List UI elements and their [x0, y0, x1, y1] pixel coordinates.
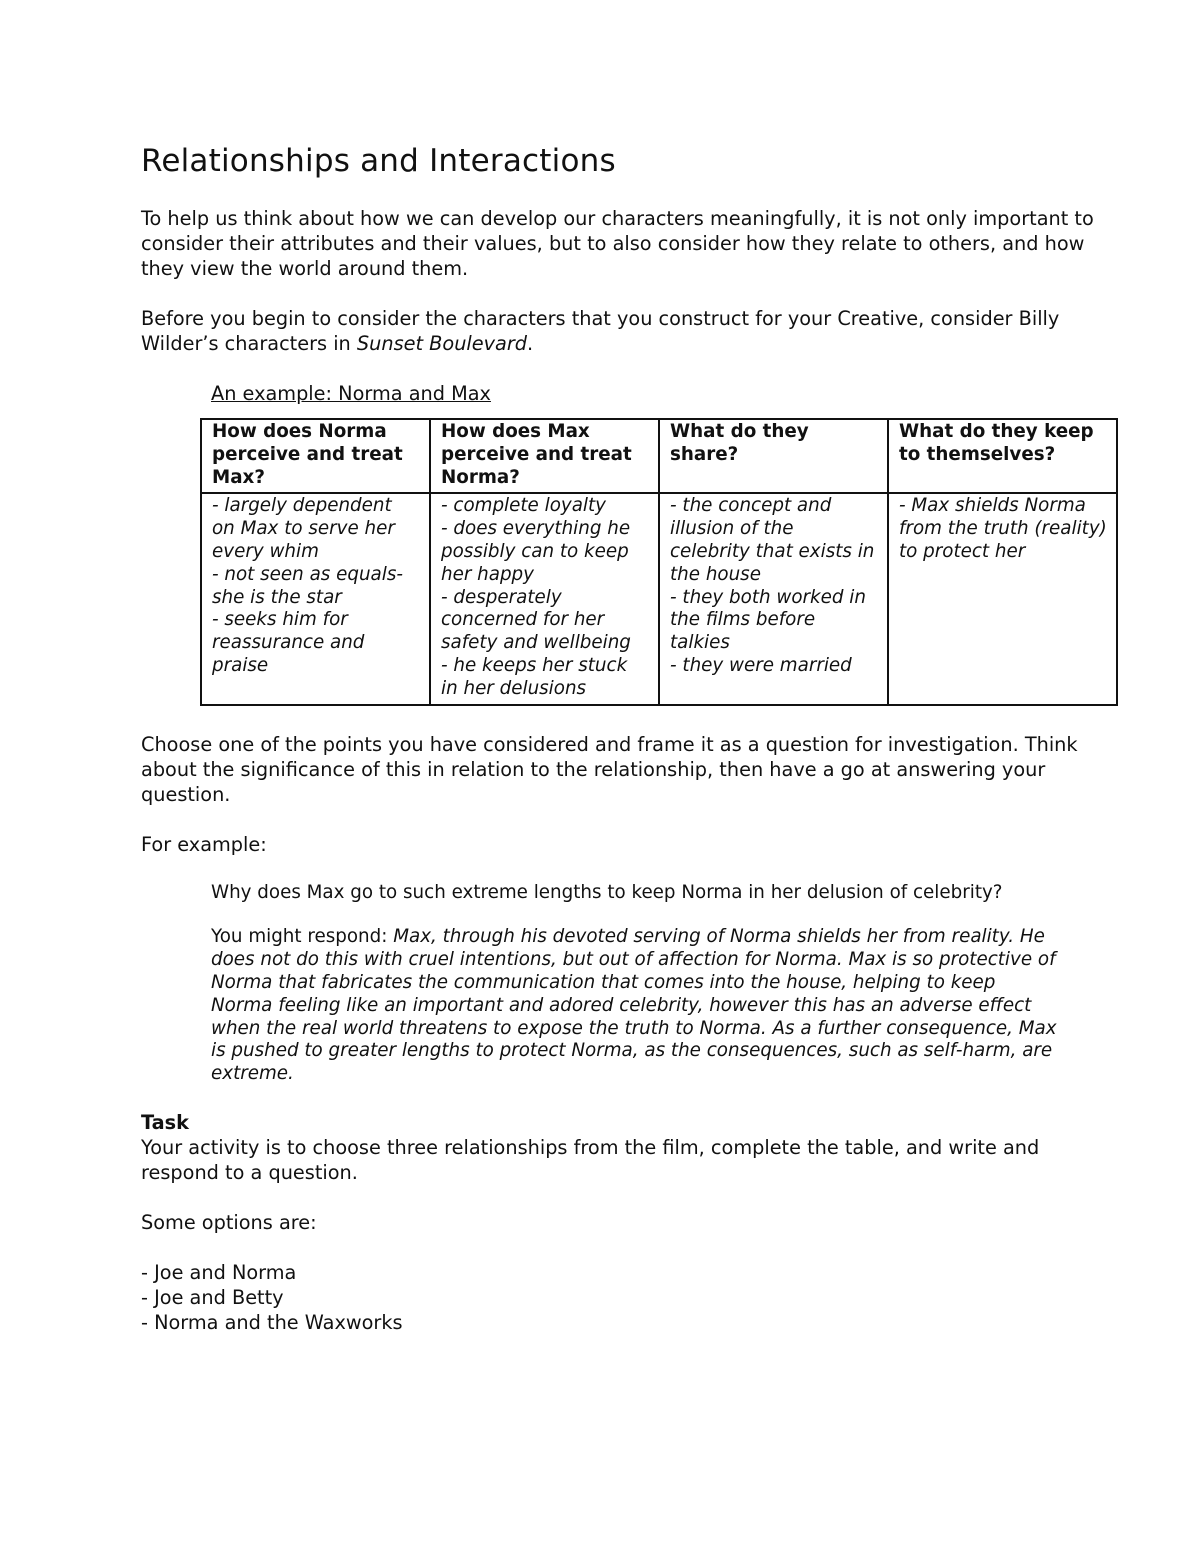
example-label: An example: Norma and Max [211, 382, 491, 405]
table-header-row [201, 419, 1117, 493]
table-cell [201, 493, 430, 704]
cell-line: - they both worked in the films before talkies [670, 586, 866, 654]
document-page [141, 140, 1121, 1335]
before-end: . [527, 332, 534, 355]
cell-line: - desperately concerned for her safety and wellbeing [441, 586, 631, 654]
task-heading: Task [141, 1110, 189, 1134]
table-cell [430, 493, 659, 704]
table-row [201, 493, 1117, 704]
choose-paragraph: Choose one of the points you have considered and frame it as a question for investigation. Think about the significance of this in relation to the relationship, then have a go at answering your question. [141, 732, 1078, 806]
before-paragraph [141, 306, 1121, 356]
cell-line: - Max shields Norma from the truth (reality) to protect her [899, 495, 1107, 562]
response-text: Max, through his devoted serving of Norma shields her from reality. He does not do this with cruel intentions, but out of affection for Norma. Max is so protective of Norma that fabricates the communication that comes into the house, helping to keep Norma feeling like an important and adored celebrity, however this has an adverse effect when the real world threatens to expose the truth to Norma. As a further consequence, Max is pushed to greater lengths to protect Norma, as the consequences, such as self-harm, are extreme. [211, 926, 1057, 1085]
cell-line: - complete loyalty [441, 495, 606, 517]
before-text: Before you begin to consider the characters that you construct for your Creative, consider Billy Wilder’s characters in [141, 307, 1060, 355]
intro-paragraph: To help us think about how we can develop our characters meaningfully, it is not only important to consider their attributes and their values, but to also consider how they relate to others, and how they view the world around them. [141, 207, 1094, 280]
list-item: - Norma and the Waxworks [141, 1310, 403, 1334]
task-text: Your activity is to choose three relationships from the film, complete the table, and write and respond to a question. [141, 1135, 1040, 1184]
list-item: - Joe and Norma [141, 1260, 297, 1284]
cell-line: - not seen as equals- she is the star [212, 563, 403, 608]
cell-line: - does everything he possibly can to keep her happy [441, 518, 631, 585]
response-lead: You might respond: [211, 926, 394, 948]
example-question: Why does Max go to such extreme lengths to keep Norma in her delusion of celebrity? [211, 881, 1003, 903]
options-list [141, 1260, 1121, 1335]
table-header-cell: What do they keep to themselves? [888, 419, 1117, 493]
table-cell [888, 493, 1117, 704]
cell-line: - the concept and illusion of the celebrity that exists in the house [670, 495, 875, 585]
cell-line: - he keeps her stuck in her delusions [441, 654, 628, 699]
cell-line: - they were married [670, 654, 852, 676]
list-item: - Joe and Betty [141, 1285, 284, 1309]
options-intro: Some options are: [141, 1210, 317, 1234]
table-header-cell: How does Norma perceive and treat Max? [201, 419, 430, 493]
relationship-table [200, 418, 1118, 706]
for-example-label: For example: [141, 832, 267, 856]
film-title: Sunset Boulevard [356, 332, 528, 355]
example-block [211, 882, 1061, 1086]
cell-line: - seeks him for reassurance and praise [212, 609, 365, 676]
cell-line: - largely dependent on Max to serve her every whim [212, 495, 395, 562]
table-header-cell: How does Max perceive and treat Norma? [430, 419, 659, 493]
table-header-cell: What do they share? [659, 419, 888, 493]
table-cell [659, 493, 888, 704]
example-response [211, 926, 1061, 1086]
page-title: Relationships and Interactions [141, 143, 616, 179]
